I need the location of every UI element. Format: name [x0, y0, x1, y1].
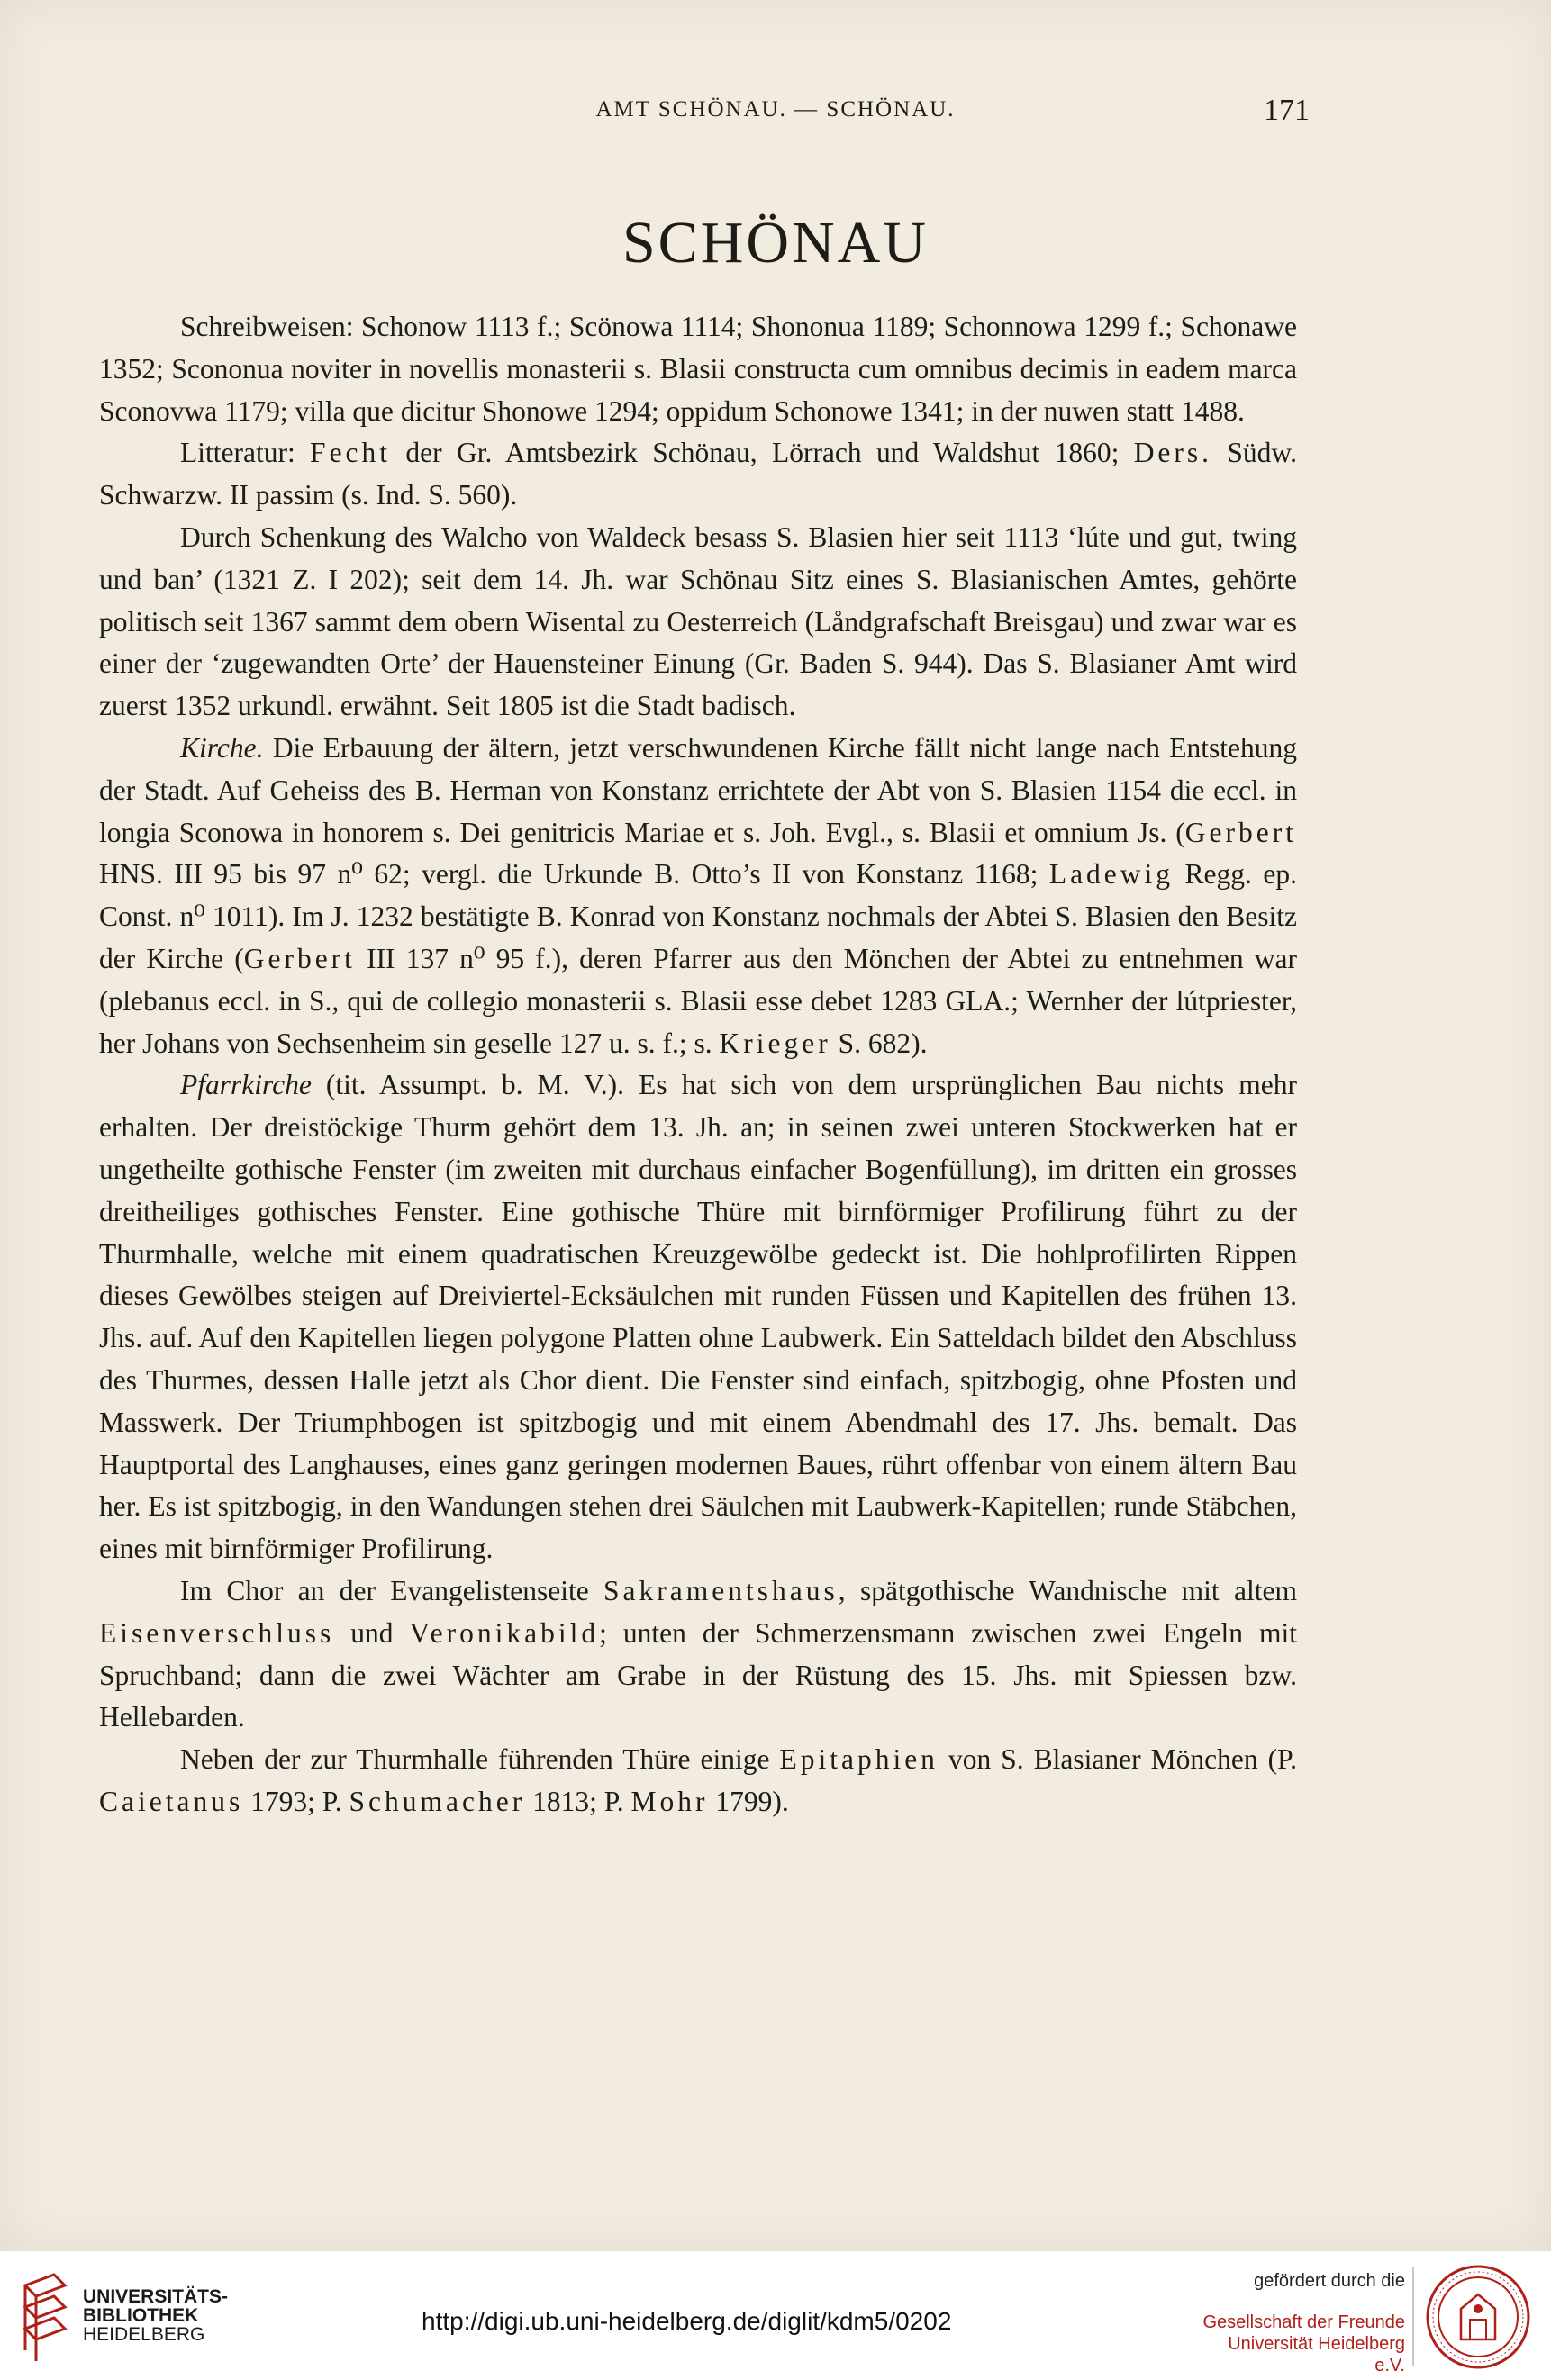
name-spaced: Caietanus — [99, 1785, 244, 1817]
library-line: UNIVERSITÄTS- — [83, 2286, 229, 2307]
library-name — [83, 2287, 228, 2344]
text-run: 1813; P. — [525, 1785, 631, 1817]
name-spaced: Epitaphien — [779, 1743, 939, 1776]
footer-divider — [1412, 2267, 1414, 2366]
library-logo-icon — [18, 2267, 72, 2366]
name-spaced: Krieger — [719, 1027, 831, 1059]
name-spaced: Fecht — [310, 437, 392, 469]
name-spaced: Sakramentshaus — [603, 1574, 839, 1606]
permalink-url[interactable]: http://digi.ub.uni-heidelberg.de/diglit/kdm5/0202 — [422, 2307, 952, 2335]
text-run: Die Erbauung der ältern, jetzt verschwundenen Kirche fällt nicht lange nach Entstehung der Stadt. Auf Geheiss des B. Herman von Konstanz errichtete der Abt von S. Blasien 1154 die eccl. in longia Sconowa in honorem s. Dei genitricis Mariae et s. Joh. Evgl., s. Blasii et omnium Js. ( — [99, 731, 1297, 848]
name-spaced: Ders. — [1133, 437, 1213, 469]
text-run: Schreibweisen: Schonow 1113 f.; Scönowa 1114; Shononua 1189; Schonnowa 1299 f.; Schonawe 1352; Scononua noviter in novellis monasterii s. Blasii constructa cum omnibus decimis in eadem marca Sconovwa 1179; villa que dicitur Shonowe 1294; oppidum Schonowe 1341; in der nuwen statt 1488. — [99, 311, 1297, 427]
text-run: Durch Schenkung des Walcho von Waldeck besass S. Blasien hier seit 1113 ‘lúte und gut, twing und ban’ (1321 Z. I 202); seit dem 14. Jh. war Schönau Sitz eines S. Blasianischen Amtes, gehörte politisch seit 1367 sammt dem obern Wisental zu Oesterreich (Låndgrafschaft Breisgau) und zwar war es einer der ‘zugewandten Orte’ der Hauensteiner Einung (Gr. Baden S. 944). Das S. Blasianer Amt wird zuerst 1352 urkundl. erwähnt. Seit 1805 ist die Stadt badisch. — [99, 520, 1297, 722]
text-run: ; unten der Schmerzensmann zwischen zwei Engeln mit Spruchband; dann die zwei Wächter am Grabe in der Rüstung des 15. Jhs. mit Spiessen bzw. Hellebarden. — [99, 1616, 1297, 1733]
name-spaced: Schumacher — [349, 1785, 526, 1817]
section-heading-italic: Kirche. — [180, 731, 264, 764]
text-run: Im Chor an der Evangelistenseite — [180, 1574, 604, 1606]
text-run: 1793; P. — [243, 1785, 349, 1817]
body-paragraph — [99, 1570, 1297, 1739]
body-paragraph — [99, 306, 1297, 432]
running-title: AMT SCHÖNAU. — SCHÖNAU. — [595, 97, 956, 122]
name-spaced: Eisenverschluss — [99, 1616, 335, 1649]
body-paragraph — [99, 1739, 1297, 1823]
university-seal-icon — [1425, 2264, 1531, 2370]
sponsor-block — [1198, 2271, 1405, 2376]
body-paragraph — [99, 1064, 1297, 1570]
text-run: , spätgothische Wandnische mit altem — [838, 1574, 1297, 1606]
text-run: S. 682). — [830, 1027, 928, 1059]
footer — [0, 2251, 1551, 2380]
body-text — [99, 306, 1297, 1823]
page-title: SCHÖNAU — [621, 210, 930, 276]
sponsor-label: gefördert durch die — [1254, 2271, 1405, 2291]
body-paragraph — [99, 517, 1297, 728]
text-run: und — [334, 1616, 410, 1649]
name-spaced: Veronikabild — [409, 1616, 600, 1649]
body-paragraph — [99, 432, 1297, 517]
name-spaced: Ladewig — [1048, 858, 1175, 891]
sponsor-org-line: Gesellschaft der Freunde — [1202, 2312, 1405, 2332]
text-run: der Gr. Amtsbezirk Schönau, Lörrach und Waldshut 1860; — [391, 437, 1134, 469]
name-spaced: Gerbert — [1184, 816, 1297, 848]
name-spaced: Gerbert — [243, 942, 356, 974]
sponsor-org-line: Universität Heidelberg e.V. — [1228, 2334, 1405, 2375]
library-line: BIBLIOTHEK — [83, 2305, 199, 2326]
section-heading-italic: Pfarrkirche — [180, 1069, 312, 1101]
running-head — [0, 94, 1551, 133]
text-run: III 137 n⁰ 95 f.), deren Pfarrer aus den Mönchen der Abtei zu entnehmen war (plebanus eccl. in S., qui de collegio monasterii s. Blasii esse debet 1283 GLA.; Wernher der lútpriester, her Johans von Sechsenheim sin geselle 127 u. s. f.; s. — [99, 942, 1297, 1059]
text-run: Neben der zur Thurmhalle führenden Thüre einige — [180, 1743, 780, 1776]
text-run: von S. Blasianer Mönchen (P. — [938, 1743, 1297, 1776]
text-run: 1799). — [708, 1785, 789, 1817]
body-paragraph — [99, 728, 1297, 1064]
text-run: HNS. III 95 bis 97 n⁰ 62; vergl. die Urkunde B. Otto’s II von Konstanz 1168; — [99, 858, 1049, 891]
text-run: Litteratur: — [180, 437, 311, 469]
text-run: Südw. Schwarzw. II passim (s. Ind. S. 560). — [99, 437, 1297, 511]
library-line: HEIDELBERG — [83, 2324, 205, 2345]
text-run: Regg. ep. Const. n⁰ 1011). Im J. 1232 bestätigte B. Konrad von Konstanz nochmals der Abtei S. Blasien den Besitz der Kirche ( — [99, 858, 1297, 974]
text-run: (tit. Assumpt. b. M. V.). Es hat sich von dem ursprünglichen Bau nichts mehr erhalten. Der dreistöckige Thurm gehört dem 13. Jh. an; in seinen zwei unteren Stockwerken hat er ungetheilte gothische Fenster (im zweiten mit durchaus einfacher Bogenfüllung), im dritten ein grosses dreitheiliges gothisches Fenster. Eine gothische Thüre mit birnförmiger Profilirung führt zu der Thurmhalle, welche mit einem quadratischen Kreuzgewölbe gedeckt ist. Die hohlprofilirten Rippen dieses Gewölbes steigen auf Dreiviertel-Ecksäulchen mit runden Füssen und Kapitellen des frühen 13. Jhs. auf. Auf den Kapitellen liegen polygone Platten ohne Laubwerk. Ein Satteldach bildet den Abschluss des Thurmes, dessen Halle jetzt als Chor dient. Die Fenster sind einfach, spitzbogig, ohne Pfosten und Masswerk. Der Triumphbogen ist spitzbogig und mit einem Abendmahl des 17. Jhs. bemalt. Das Hauptportal des Langhauses, eines ganz geringen modernen Baues, rührt offenbar von einem ältern Bau her. Es ist spitzbogig, in den Wandungen stehen drei Säulchen mit Laubwerk-Kapitellen; runde Stäbchen, eines mit birnförmiger Profilirung. — [99, 1069, 1297, 1565]
page-number: 171 — [1264, 94, 1310, 127]
name-spaced: Mohr — [630, 1785, 709, 1817]
